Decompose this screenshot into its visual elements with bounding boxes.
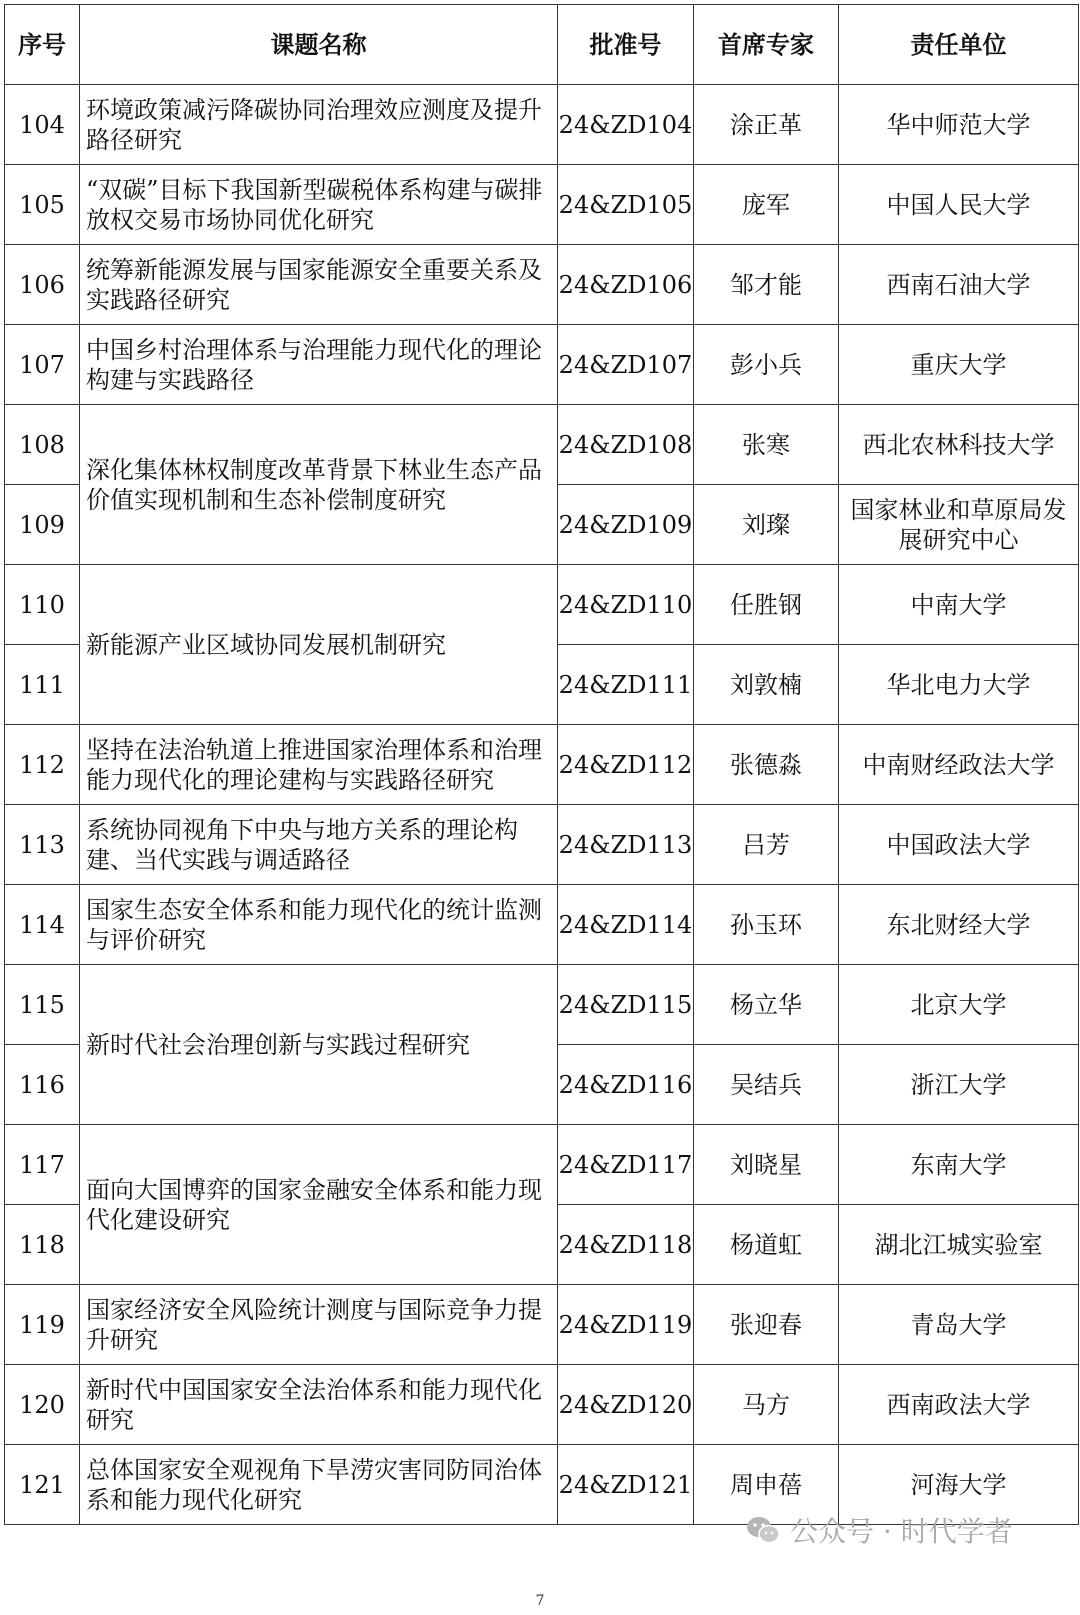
row-unit: 重庆大学 xyxy=(839,325,1079,405)
row-topic: 国家生态安全体系和能力现代化的统计监测与评价研究 xyxy=(80,885,558,965)
row-no: 108 xyxy=(5,405,80,485)
row-expert: 周申蓓 xyxy=(694,1445,839,1525)
row-expert: 张迎春 xyxy=(694,1285,839,1365)
row-no: 121 xyxy=(5,1445,80,1525)
row-expert: 彭小兵 xyxy=(694,325,839,405)
row-unit: 中国人民大学 xyxy=(839,165,1079,245)
row-code: 24&ZD112 xyxy=(558,725,694,805)
row-code: 24&ZD115 xyxy=(558,965,694,1045)
watermark xyxy=(746,1510,1013,1550)
row-topic: 国家经济安全风险统计测度与国际竞争力提升研究 xyxy=(80,1285,558,1365)
header-row xyxy=(5,5,1079,85)
row-code: 24&ZD121 xyxy=(558,1445,694,1525)
row-code: 24&ZD104 xyxy=(558,85,694,165)
row-no: 120 xyxy=(5,1365,80,1445)
row-expert: 刘敦楠 xyxy=(694,645,839,725)
header-no: 序号 xyxy=(5,5,80,85)
row-unit: 浙江大学 xyxy=(839,1045,1079,1125)
table-row xyxy=(5,405,1079,485)
header-unit: 责任单位 xyxy=(839,5,1079,85)
row-topic: 新时代社会治理创新与实践过程研究 xyxy=(80,965,558,1125)
row-code: 24&ZD110 xyxy=(558,565,694,645)
row-expert: 张寒 xyxy=(694,405,839,485)
table-row xyxy=(5,1125,1079,1205)
row-topic: “双碳”目标下我国新型碳税体系构建与碳排放权交易市场协同优化研究 xyxy=(80,165,558,245)
row-unit: 河海大学 xyxy=(839,1445,1079,1525)
row-no: 107 xyxy=(5,325,80,405)
table-row xyxy=(5,325,1079,405)
table-row xyxy=(5,85,1079,165)
row-topic: 系统协同视角下中央与地方关系的理论构建、当代实践与调适路径 xyxy=(80,805,558,885)
row-code: 24&ZD117 xyxy=(558,1125,694,1205)
table-row xyxy=(5,805,1079,885)
table-row xyxy=(5,1285,1079,1365)
row-code: 24&ZD116 xyxy=(558,1045,694,1125)
project-table xyxy=(4,4,1079,1525)
row-no: 113 xyxy=(5,805,80,885)
table-row xyxy=(5,725,1079,805)
row-topic: 坚持在法治轨道上推进国家治理体系和治理能力现代化的理论建构与实践路径研究 xyxy=(80,725,558,805)
row-no: 112 xyxy=(5,725,80,805)
row-unit: 湖北江城实验室 xyxy=(839,1205,1079,1285)
row-code: 24&ZD106 xyxy=(558,245,694,325)
row-expert: 吴结兵 xyxy=(694,1045,839,1125)
row-expert: 刘璨 xyxy=(694,485,839,565)
table-row xyxy=(5,885,1079,965)
row-topic: 总体国家安全观视角下旱涝灾害同防同治体系和能力现代化研究 xyxy=(80,1445,558,1525)
row-expert: 孙玉环 xyxy=(694,885,839,965)
row-expert: 涂正革 xyxy=(694,85,839,165)
row-no: 110 xyxy=(5,565,80,645)
row-unit: 西北农林科技大学 xyxy=(839,405,1079,485)
row-expert: 刘晓星 xyxy=(694,1125,839,1205)
table-row xyxy=(5,1365,1079,1445)
row-topic: 统筹新能源发展与国家能源安全重要关系及实践路径研究 xyxy=(80,245,558,325)
row-no: 116 xyxy=(5,1045,80,1125)
table-row xyxy=(5,565,1079,645)
row-expert: 任胜钢 xyxy=(694,565,839,645)
row-no: 105 xyxy=(5,165,80,245)
row-no: 119 xyxy=(5,1285,80,1365)
row-unit: 北京大学 xyxy=(839,965,1079,1045)
row-code: 24&ZD107 xyxy=(558,325,694,405)
row-unit: 中南财经政法大学 xyxy=(839,725,1079,805)
table-row xyxy=(5,165,1079,245)
row-code: 24&ZD111 xyxy=(558,645,694,725)
row-topic: 新能源产业区域协同发展机制研究 xyxy=(80,565,558,725)
header-code: 批准号 xyxy=(558,5,694,85)
row-topic: 环境政策减污降碳协同治理效应测度及提升路径研究 xyxy=(80,85,558,165)
watermark-text: 公众号 · 时代学者 xyxy=(790,1515,1013,1548)
row-no: 104 xyxy=(5,85,80,165)
row-topic: 中国乡村治理体系与治理能力现代化的理论构建与实践路径 xyxy=(80,325,558,405)
row-no: 117 xyxy=(5,1125,80,1205)
row-no: 114 xyxy=(5,885,80,965)
row-unit: 国家林业和草原局发展研究中心 xyxy=(839,485,1079,565)
row-unit: 华北电力大学 xyxy=(839,645,1079,725)
row-unit: 青岛大学 xyxy=(839,1285,1079,1365)
row-unit: 东南大学 xyxy=(839,1125,1079,1205)
row-code: 24&ZD113 xyxy=(558,805,694,885)
row-expert: 庞军 xyxy=(694,165,839,245)
wechat-icon xyxy=(746,1515,780,1545)
row-code: 24&ZD114 xyxy=(558,885,694,965)
row-code: 24&ZD120 xyxy=(558,1365,694,1445)
row-no: 118 xyxy=(5,1205,80,1285)
row-topic: 面向大国博弈的国家金融安全体系和能力现代化建设研究 xyxy=(80,1125,558,1285)
page-number: 7 xyxy=(535,1593,545,1609)
row-expert: 吕芳 xyxy=(694,805,839,885)
row-unit: 东北财经大学 xyxy=(839,885,1079,965)
row-unit: 西南政法大学 xyxy=(839,1365,1079,1445)
row-topic: 新时代中国国家安全法治体系和能力现代化研究 xyxy=(80,1365,558,1445)
row-code: 24&ZD109 xyxy=(558,485,694,565)
row-unit: 中国政法大学 xyxy=(839,805,1079,885)
row-no: 115 xyxy=(5,965,80,1045)
row-code: 24&ZD118 xyxy=(558,1205,694,1285)
header-expert: 首席专家 xyxy=(694,5,839,85)
row-expert: 杨道虹 xyxy=(694,1205,839,1285)
row-code: 24&ZD105 xyxy=(558,165,694,245)
table-row xyxy=(5,245,1079,325)
row-expert: 张德淼 xyxy=(694,725,839,805)
header-topic: 课题名称 xyxy=(80,5,558,85)
row-expert: 马方 xyxy=(694,1365,839,1445)
row-expert: 杨立华 xyxy=(694,965,839,1045)
row-topic: 深化集体林权制度改革背景下林业生态产品价值实现机制和生态补偿制度研究 xyxy=(80,405,558,565)
row-no: 109 xyxy=(5,485,80,565)
row-unit: 西南石油大学 xyxy=(839,245,1079,325)
table-row xyxy=(5,965,1079,1045)
row-no: 111 xyxy=(5,645,80,725)
row-expert: 邹才能 xyxy=(694,245,839,325)
row-unit: 华中师范大学 xyxy=(839,85,1079,165)
row-no: 106 xyxy=(5,245,80,325)
row-code: 24&ZD119 xyxy=(558,1285,694,1365)
row-code: 24&ZD108 xyxy=(558,405,694,485)
row-unit: 中南大学 xyxy=(839,565,1079,645)
